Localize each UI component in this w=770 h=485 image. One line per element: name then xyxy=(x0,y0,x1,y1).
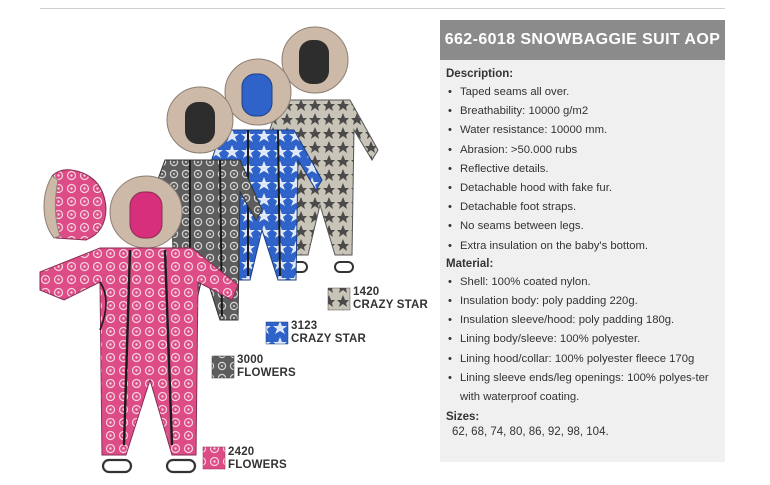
variant-code: 3123 xyxy=(291,320,318,332)
spec-panel xyxy=(440,20,725,462)
list-item: • Detachable foot straps. xyxy=(446,198,725,217)
variant-name: CRAZY STAR xyxy=(291,333,367,345)
swatch-3123 xyxy=(266,322,288,344)
swatch-2420 xyxy=(203,447,225,469)
variant-name: FLOWERS xyxy=(228,459,287,471)
list-item: • Abrasion: >50.000 rubs xyxy=(446,141,725,160)
sizes-values: 62, 68, 74, 80, 86, 92, 98, 104. xyxy=(452,426,609,439)
description-heading: Description: xyxy=(446,68,514,80)
list-item: • Taped seams all over. xyxy=(446,83,725,102)
list-item: • Lining hood/collar: 100% polyester fleece 170g xyxy=(446,350,725,369)
product-title: 662-6018 SNOWBAGGIE SUIT AOP xyxy=(440,20,725,60)
list-item: • Lining body/sleeve: 100% polyester. xyxy=(446,330,725,349)
list-item: • Insulation body: poly padding 220g. xyxy=(446,292,725,311)
list-item: • Breathability: 10000 g/m2 xyxy=(446,102,725,121)
list-item: • Insulation sleeve/hood: poly padding 180g. xyxy=(446,311,725,330)
variant-name: FLOWERS xyxy=(237,367,296,379)
swatch-3000 xyxy=(212,356,234,378)
variant-code: 1420 xyxy=(353,286,380,298)
variant-label-2420 xyxy=(228,446,287,472)
list-item: • Detachable hood with fake fur. xyxy=(446,179,725,198)
variant-label-1420 xyxy=(353,286,428,312)
spec-content xyxy=(440,60,725,462)
material-list xyxy=(446,273,725,407)
detached-hood xyxy=(44,170,106,240)
list-item: • Extra insulation on the baby's bottom. xyxy=(446,237,725,256)
variant-label-3000 xyxy=(237,354,296,380)
description-list xyxy=(446,83,725,256)
sizes-heading: Sizes: xyxy=(446,411,480,424)
variant-code: 2420 xyxy=(228,446,255,458)
list-item: • No seams between legs. xyxy=(446,217,725,236)
list-item: • Reflective details. xyxy=(446,160,725,179)
list-item: • Water resistance: 10000 mm. xyxy=(446,121,725,140)
variant-label-3123 xyxy=(291,320,366,346)
variant-code: 3000 xyxy=(237,354,264,366)
variant-name: CRAZY STAR xyxy=(353,299,429,311)
list-item: • Lining sleeve ends/leg openings: 100% polyes-ter with waterproof coating. xyxy=(446,369,725,407)
list-item: • Shell: 100% coated nylon. xyxy=(446,273,725,292)
swatch-1420 xyxy=(328,288,350,310)
material-heading: Material: xyxy=(446,257,494,270)
